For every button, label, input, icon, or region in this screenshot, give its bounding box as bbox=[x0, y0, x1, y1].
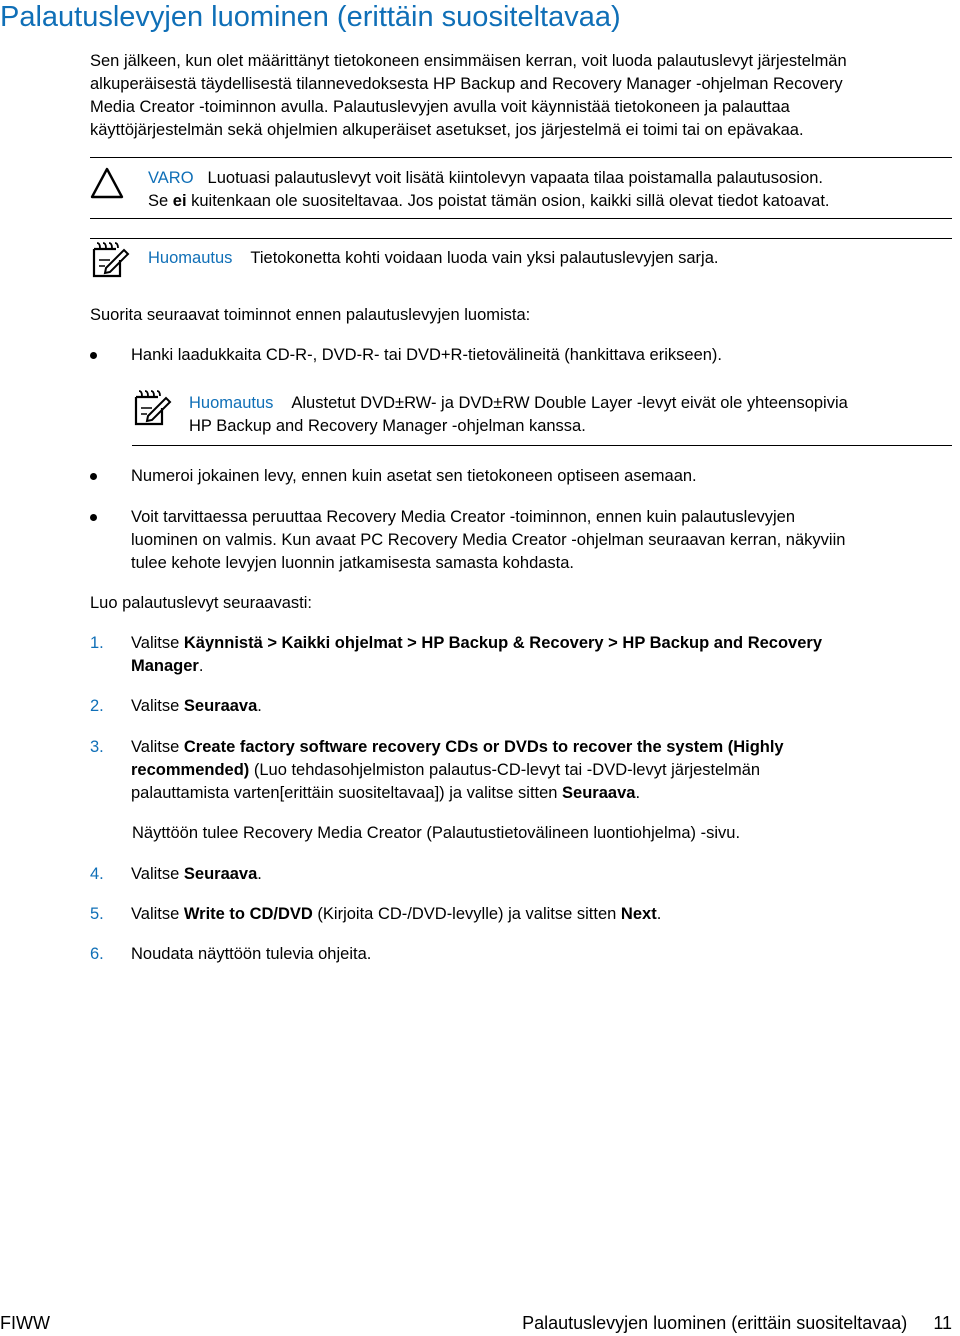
step-item bbox=[90, 736, 956, 805]
list-item-text bbox=[131, 506, 956, 575]
caution-triangle-icon bbox=[90, 167, 124, 204]
step-number: 4. bbox=[90, 865, 104, 883]
notice-top-rule bbox=[90, 157, 952, 158]
step-number: 2. bbox=[90, 697, 104, 715]
button-name: Seuraava bbox=[183, 865, 258, 883]
before-text: Suorita seuraavat toiminnot ennen palautuslevyjen luomista: bbox=[90, 306, 531, 324]
notice-bottom-rule bbox=[132, 445, 952, 446]
note-notice bbox=[132, 383, 952, 445]
page-footer bbox=[0, 1310, 960, 1336]
caution-line: Luotuasi palautuslevyt voit lisätä kiintolevyn vapaata tilaa poistamalla palautusosion. bbox=[207, 169, 824, 187]
step-item bbox=[90, 632, 956, 678]
list-item bbox=[90, 506, 956, 575]
note-notice bbox=[90, 238, 952, 278]
option-name: Write to CD/DVD bbox=[183, 905, 313, 923]
note-text bbox=[189, 392, 952, 438]
list-item-text: Numeroi jokainen levy, ennen kuin asetat sen tietokoneen optiseen asemaan. bbox=[131, 467, 697, 485]
bullet-dot-icon bbox=[90, 473, 97, 480]
step-line: palauttamista varten[erittäin suositeltavaa]) ja valitse sitten bbox=[131, 784, 563, 802]
page-title: Palautuslevyjen luominen (erittäin suositeltavaa) bbox=[0, 1, 621, 33]
caution-emphasis: ei bbox=[172, 192, 187, 210]
step-text bbox=[131, 695, 956, 718]
notice-top-rule bbox=[90, 238, 952, 239]
caution-label: VARO bbox=[148, 169, 194, 187]
bullet-dot-icon bbox=[90, 514, 97, 521]
step-end: . bbox=[656, 905, 662, 923]
step-text bbox=[131, 863, 956, 886]
step-lead: Valitse bbox=[131, 905, 184, 923]
step-text bbox=[131, 903, 956, 926]
intro-paragraph bbox=[90, 50, 956, 142]
footer-section-title: Palautuslevyjen luominen (erittäin suositeltavaa) bbox=[522, 1313, 908, 1333]
note-label: Huomautus bbox=[189, 394, 274, 412]
button-name: Seuraava bbox=[562, 784, 636, 802]
menu-path-end: Manager bbox=[131, 657, 199, 675]
step-lead: Valitse bbox=[131, 634, 184, 652]
intro-line: Media Creator -toiminnon avulla. Palautuslevyjen avulla voit käynnistää tietokoneen ja palauttaa bbox=[90, 98, 790, 116]
caution-line-start: Se bbox=[148, 192, 173, 210]
note-label: Huomautus bbox=[148, 249, 233, 267]
option-name-end: recommended) bbox=[131, 761, 250, 779]
step-end: . bbox=[257, 697, 262, 715]
button-name: Seuraava bbox=[183, 697, 258, 715]
caution-notice bbox=[90, 157, 952, 219]
step-end: . bbox=[257, 865, 262, 883]
list-item bbox=[90, 344, 956, 367]
step-lead: Valitse bbox=[131, 697, 184, 715]
intro-line: Sen jälkeen, kun olet määrittänyt tietokoneen ensimmäisen kerran, voit luoda palautuslevyt järjestelmän bbox=[90, 52, 847, 70]
step-line: (Kirjoita CD-/DVD-levylle) ja valitse sitten bbox=[312, 905, 621, 923]
button-name: Next bbox=[620, 905, 657, 923]
notice-bottom-rule bbox=[90, 218, 952, 219]
step-text bbox=[131, 736, 956, 805]
step-item bbox=[90, 863, 956, 886]
note-line: HP Backup and Recovery Manager -ohjelman kanssa. bbox=[189, 417, 586, 435]
note-text bbox=[148, 247, 952, 270]
step-number: 6. bbox=[90, 945, 104, 963]
step-lead: Valitse bbox=[131, 865, 184, 883]
step-item bbox=[90, 695, 956, 718]
step-end: . bbox=[635, 784, 641, 802]
step-text: Noudata näyttöön tulevia ohjeita. bbox=[131, 945, 372, 963]
page-number: 11 bbox=[933, 1313, 952, 1333]
footer-doc-code: FIWW bbox=[0, 1313, 50, 1333]
caution-line-end: kuitenkaan ole suositeltavaa. Jos poistat tämän osion, kaikki sillä olevat tiedot katoavat. bbox=[186, 192, 830, 210]
list-item-text: Hanki laadukkaita CD-R-, DVD-R- tai DVD+R-tietovälineitä (hankittava erikseen). bbox=[131, 346, 723, 364]
step-text bbox=[131, 632, 956, 678]
option-name: Create factory software recovery CDs or DVDs to recover the system (Highly bbox=[183, 738, 784, 756]
list-item-line: luominen on valmis. Kun avaat PC Recovery Media Creator -ohjelman seuraavan kerran, näkyviin bbox=[131, 531, 846, 549]
intro-line: alkuperäisestä täydellisestä tilannevedoksesta HP Backup and Recovery Manager -ohjelman Recovery bbox=[90, 75, 843, 93]
note-body: Tietokonetta kohti voidaan luoda vain yksi palautuslevyjen sarja. bbox=[250, 249, 719, 267]
caution-text bbox=[148, 167, 952, 213]
step-line: (Luo tehdasohjelmiston palautus-CD-levyt tai -DVD-levyt järjestelmän bbox=[249, 761, 761, 779]
list-item bbox=[90, 465, 956, 488]
step-lead: Valitse bbox=[131, 738, 184, 756]
step-followup: Näyttöön tulee Recovery Media Creator (Palautustietovälineen luontiohjelma) -sivu. bbox=[132, 824, 741, 842]
step-item bbox=[90, 943, 956, 966]
step-item bbox=[90, 903, 956, 926]
step-number: 3. bbox=[90, 738, 104, 756]
intro-line: käyttöjärjestelmän sekä ohjelmien alkuperäiset asetukset, jos järjestelmä ei toimi tai on epävakaa. bbox=[90, 121, 804, 139]
create-text: Luo palautuslevyt seuraavasti: bbox=[90, 594, 312, 612]
list-item-line: tulee kehote levyjen luonnin jatkamisesta samasta kohdasta. bbox=[131, 554, 575, 572]
bullet-dot-icon bbox=[90, 352, 97, 359]
footer-right bbox=[522, 1310, 952, 1336]
step-end: . bbox=[198, 657, 204, 675]
note-pad-icon bbox=[132, 388, 172, 433]
step-number: 5. bbox=[90, 905, 104, 923]
menu-path: Käynnistä > Kaikki ohjelmat > HP Backup & Recovery > HP Backup and Recovery bbox=[183, 634, 823, 652]
list-item-line: Voit tarvittaessa peruuttaa Recovery Media Creator -toiminnon, ennen kuin palautuslevyjen bbox=[131, 508, 796, 526]
step-number: 1. bbox=[90, 634, 104, 652]
note-line: Alustetut DVD±RW- ja DVD±RW Double Layer -levyt eivät ole yhteensopivia bbox=[291, 394, 848, 412]
note-pad-icon bbox=[90, 240, 130, 285]
